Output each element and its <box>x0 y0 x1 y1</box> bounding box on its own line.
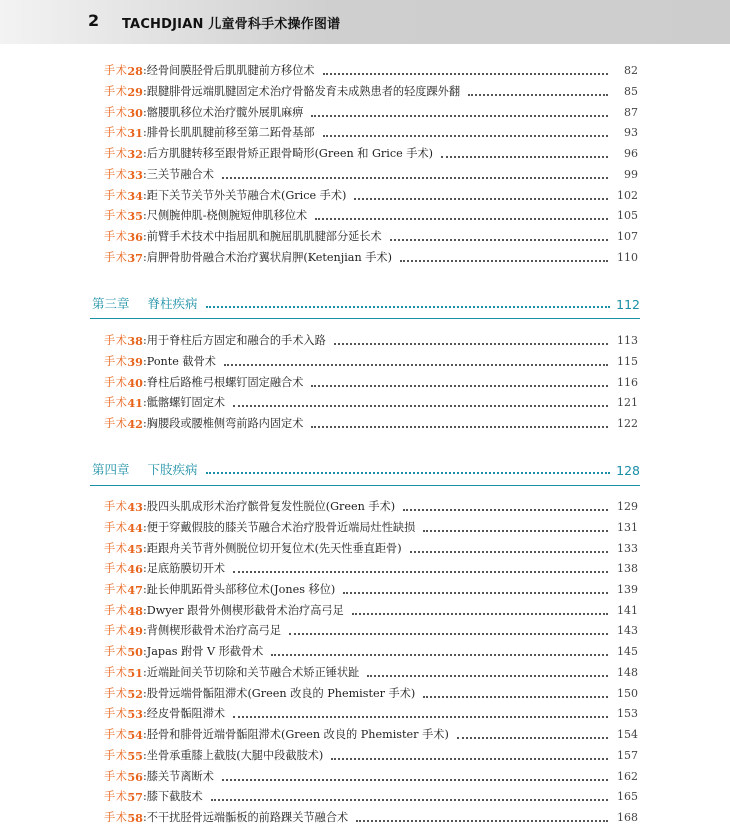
entry-page: 129 <box>617 500 638 513</box>
entry-page: 93 <box>624 126 638 139</box>
dot-leader <box>323 73 608 75</box>
entry-title: 胸腰段或腰椎侧弯前路内固定术 <box>146 417 304 430</box>
entry-number: 37 <box>127 251 143 265</box>
entry-page: 150 <box>617 687 638 700</box>
entry-label: 手术 <box>104 126 128 139</box>
toc-entry[interactable]: 手术 33 : 三关节融合术 99 <box>104 168 638 182</box>
entry-title: 肩胛骨肋骨融合术治疗翼状肩胛(Ketenjian 手术) <box>146 251 392 264</box>
entry-page: 143 <box>617 624 638 637</box>
dot-leader <box>468 94 608 96</box>
entry-page: 113 <box>617 334 638 347</box>
toc-entry[interactable]: 手术 58 : 不干扰胫骨远端骺板的前路踝关节融合术 168 <box>104 811 638 825</box>
entry-page: 107 <box>617 230 638 243</box>
entry-page: 162 <box>617 770 638 783</box>
entry-page: 148 <box>617 666 638 679</box>
entry-page: 122 <box>617 417 638 430</box>
entry-title: 骶髂螺钉固定术 <box>146 396 226 409</box>
dot-leader <box>390 239 608 241</box>
dot-leader <box>323 135 608 137</box>
toc-entry[interactable]: 手术 54 : 胫骨和腓骨近端骨骺阻滞术(Green 改良的 Phemister 手术) 154 <box>104 728 638 742</box>
entry-title: 膝下截肢术 <box>146 790 203 803</box>
entry-title: 不干扰胫骨远端骺板的前路踝关节融合术 <box>146 811 349 824</box>
entry-title: 股骨远端骨骺阻滞术(Green 改良的 Phemister 手术) <box>146 687 416 700</box>
entry-label: 手术 <box>104 376 128 389</box>
entry-number: 34 <box>127 189 143 203</box>
entry-number: 54 <box>127 728 143 742</box>
entry-number: 45 <box>127 542 143 556</box>
entry-page: 121 <box>617 396 638 409</box>
toc-entry[interactable]: 手术 40 : 脊柱后路椎弓根螺钉固定融合术 116 <box>104 376 638 390</box>
entry-page: 82 <box>624 64 638 77</box>
page-header <box>0 0 730 44</box>
entry-label: 手术 <box>104 168 128 181</box>
entry-page: 110 <box>617 251 638 264</box>
entry-page: 139 <box>617 583 638 596</box>
toc-entry[interactable]: 手术 37 : 肩胛骨肋骨融合术治疗翼状肩胛(Ketenjian 手术) 110 <box>104 251 638 265</box>
entry-label: 手术 <box>104 189 128 202</box>
entry-title: 股四头肌成形术治疗髌骨复发性脱位(Green 手术) <box>146 500 396 513</box>
entry-label: 手术 <box>104 562 128 575</box>
dot-leader <box>206 472 611 474</box>
entry-number: 46 <box>127 562 143 576</box>
entry-page: 96 <box>624 147 638 160</box>
toc-entry[interactable]: 手术 48 : Dwyer 跟骨外侧楔形截骨术治疗高弓足 141 <box>104 604 638 618</box>
toc-entry[interactable]: 手术 51 : 近端趾间关节切除和关节融合术矫正锤状趾 148 <box>104 666 638 680</box>
entry-number: 31 <box>127 126 143 140</box>
dot-leader <box>211 799 608 801</box>
dot-leader <box>423 696 608 698</box>
entry-title: 前臂手术技术中指屈肌和腕屈肌肌腱部分延长术 <box>146 230 382 243</box>
toc-entry[interactable]: 手术 53 : 经皮骨骺阻滞术 153 <box>104 707 638 721</box>
chapter-divider <box>90 318 640 319</box>
entry-title: Japas 跗骨 V 形截骨术 <box>146 645 264 658</box>
toc-entry[interactable]: 手术 45 : 距跟舟关节背外侧脱位切开复位术(先天性垂直距骨) 133 <box>104 542 638 556</box>
entry-title: 髂腰肌移位术治疗髋外展肌麻痹 <box>146 106 304 119</box>
entry-title: 三关节融合术 <box>146 168 214 181</box>
toc-entry[interactable]: 手术 38 : 用于脊柱后方固定和融合的手术入路 113 <box>104 334 638 348</box>
entry-page: 145 <box>617 645 638 658</box>
toc-entry[interactable]: 手术 43 : 股四头肌成形术治疗髌骨复发性脱位(Green 手术) 129 <box>104 500 638 514</box>
entry-number: 38 <box>127 334 143 348</box>
chapter-heading-4[interactable] <box>92 458 640 478</box>
dot-leader <box>222 177 608 179</box>
dot-leader <box>343 592 608 594</box>
dot-leader <box>311 385 608 387</box>
dot-leader <box>441 156 608 158</box>
entry-number: 58 <box>127 811 143 825</box>
dot-leader <box>457 737 608 739</box>
entry-number: 55 <box>127 749 143 763</box>
chapter-divider <box>90 485 640 486</box>
entry-label: 手术 <box>104 687 128 700</box>
dot-leader <box>400 260 608 262</box>
entry-page: 99 <box>624 168 638 181</box>
entry-number: 41 <box>127 396 143 410</box>
chapter-number: 第四章 <box>92 462 130 477</box>
toc-entry[interactable]: 手术 46 : 足底筋膜切开术 138 <box>104 562 638 576</box>
entry-label: 手术 <box>104 749 128 762</box>
entry-label: 手术 <box>104 811 128 824</box>
entry-title: 趾长伸肌跖骨头部移位术(Jones 移位) <box>146 583 336 596</box>
book-title: TACHDJIAN 儿童骨科手术操作图谱 <box>122 17 341 32</box>
entry-page: 85 <box>624 85 638 98</box>
entry-page: 165 <box>617 790 638 803</box>
dot-leader <box>410 551 608 553</box>
toc-entry[interactable]: 手术 50 : Japas 跗骨 V 形截骨术 145 <box>104 645 638 659</box>
chapter-heading-3[interactable] <box>92 292 640 312</box>
entry-page: 138 <box>617 562 638 575</box>
toc-entry[interactable]: 手术 28 : 经骨间膜胫骨后肌肌腱前方移位术 82 <box>104 64 638 78</box>
toc-entry[interactable]: 手术 35 : 尺侧腕伸肌-桡侧腕短伸肌移位术 105 <box>104 209 638 223</box>
entry-label: 手术 <box>104 147 128 160</box>
entry-title: 近端趾间关节切除和关节融合术矫正锤状趾 <box>146 666 360 679</box>
entry-title: 便于穿戴假肢的膝关节融合术治疗股骨近端局灶性缺损 <box>146 521 416 534</box>
toc-entry[interactable]: 手术 39 : Ponte 截骨术 115 <box>104 355 638 369</box>
entry-label: 手术 <box>104 604 128 617</box>
entry-title: 脊柱后路椎弓根螺钉固定融合术 <box>146 376 304 389</box>
dot-leader <box>222 779 608 781</box>
entry-title: 后方肌腱转移至跟骨矫正跟骨畸形(Green 和 Grice 手术) <box>146 147 434 160</box>
entry-number: 53 <box>127 707 143 721</box>
entry-label: 手术 <box>104 64 128 77</box>
dot-leader <box>356 820 608 822</box>
dot-leader <box>354 198 608 200</box>
toc-entry[interactable]: 手术 42 : 胸腰段或腰椎侧弯前路内固定术 122 <box>104 417 638 431</box>
toc-entry[interactable]: 手术 49 : 背侧楔形截骨术治疗高弓足 143 <box>104 624 638 638</box>
dot-leader <box>315 218 608 220</box>
entry-page: 102 <box>617 189 638 202</box>
toc-entry[interactable]: 手术 47 : 趾长伸肌跖骨头部移位术(Jones 移位) 139 <box>104 583 638 597</box>
entry-number: 30 <box>127 106 143 120</box>
entry-number: 28 <box>127 64 143 78</box>
dot-leader <box>352 613 608 615</box>
entry-number: 39 <box>127 355 143 369</box>
toc-entry[interactable]: 手术 29 : 跟腱腓骨远端肌腱固定术治疗骨骼发育未成熟患者的轻度踝外翻 85 <box>104 85 638 99</box>
dot-leader <box>233 405 608 407</box>
entry-title: 背侧楔形截骨术治疗高弓足 <box>146 624 282 637</box>
entry-number: 47 <box>127 583 143 597</box>
entry-label: 手术 <box>104 521 128 534</box>
entry-label: 手术 <box>104 707 128 720</box>
toc-entry[interactable]: 手术 55 : 坐骨承重膝上截肢(大腿中段截肢术) 157 <box>104 749 638 763</box>
toc-entry[interactable]: 手术 30 : 髂腰肌移位术治疗髋外展肌麻痹 87 <box>104 106 638 120</box>
toc-entry[interactable]: 手术 36 : 前臂手术技术中指屈肌和腕屈肌肌腱部分延长术 107 <box>104 230 638 244</box>
dot-leader <box>311 115 608 117</box>
entry-number: 57 <box>127 790 143 804</box>
entry-label: 手术 <box>104 251 128 264</box>
dot-leader <box>331 758 608 760</box>
entry-title: 经皮骨骺阻滞术 <box>146 707 226 720</box>
entry-title: 胫骨和腓骨近端骨骺阻滞术(Green 改良的 Phemister 手术) <box>146 728 449 741</box>
entry-label: 手术 <box>104 770 128 783</box>
toc-entry[interactable]: 手术 41 : 骶髂螺钉固定术 121 <box>104 396 638 410</box>
entry-label: 手术 <box>104 230 128 243</box>
dot-leader <box>233 571 608 573</box>
entry-title: 用于脊柱后方固定和融合的手术入路 <box>146 334 326 347</box>
toc-entry[interactable]: 手术 57 : 膝下截肢术 165 <box>104 790 638 804</box>
toc-entry[interactable]: 手术 32 : 后方肌腱转移至跟骨矫正跟骨畸形(Green 和 Grice 手术) 96 <box>104 147 638 161</box>
dot-leader <box>289 633 608 635</box>
entry-page: 153 <box>617 707 638 720</box>
entry-label: 手术 <box>104 645 128 658</box>
entry-page: 115 <box>617 355 638 368</box>
entry-title: 经骨间膜胫骨后肌肌腱前方移位术 <box>146 64 315 77</box>
entry-number: 49 <box>127 624 143 638</box>
chapter-number: 第三章 <box>92 296 130 311</box>
entry-label: 手术 <box>104 728 128 741</box>
entry-number: 48 <box>127 604 143 618</box>
entry-title: 距下关节关节外关节融合术(Grice 手术) <box>146 189 347 202</box>
dot-leader <box>311 426 608 428</box>
toc-entry[interactable]: 手术 56 : 膝关节离断术 162 <box>104 770 638 784</box>
entry-page: 87 <box>624 106 638 119</box>
entry-label: 手术 <box>104 790 128 803</box>
entry-label: 手术 <box>104 396 128 409</box>
chapter-title: 下肢疾病 <box>147 462 198 477</box>
entry-title: 距跟舟关节背外侧脱位切开复位术(先天性垂直距骨) <box>146 542 402 555</box>
toc-entry[interactable]: 手术 52 : 股骨远端骨骺阻滞术(Green 改良的 Phemister 手术) 150 <box>104 687 638 701</box>
entry-page: 141 <box>617 604 638 617</box>
entry-page: 168 <box>617 811 638 824</box>
entry-number: 42 <box>127 417 143 431</box>
entry-number: 51 <box>127 666 143 680</box>
chapter-title: 脊柱疾病 <box>147 296 198 311</box>
entry-title: Ponte 截骨术 <box>146 355 216 368</box>
page-number: 2 <box>88 11 100 30</box>
entry-label: 手术 <box>104 106 128 119</box>
entry-page: 116 <box>617 376 638 389</box>
entry-label: 手术 <box>104 85 128 98</box>
entry-number: 44 <box>127 521 143 535</box>
entry-number: 33 <box>127 168 143 182</box>
chapter-page: 112 <box>616 297 640 312</box>
entry-number: 40 <box>127 376 143 390</box>
dot-leader <box>206 306 611 308</box>
entry-title: 跟腱腓骨远端肌腱固定术治疗骨骼发育未成熟患者的轻度踝外翻 <box>146 85 461 98</box>
entry-label: 手术 <box>104 542 128 555</box>
toc-entry[interactable]: 手术 31 : 腓骨长肌肌腱前移至第二跖骨基部 93 <box>104 126 638 140</box>
entry-page: 105 <box>617 209 638 222</box>
entry-number: 52 <box>127 687 143 701</box>
entry-number: 50 <box>127 645 143 659</box>
entry-number: 32 <box>127 147 143 161</box>
entry-number: 35 <box>127 209 143 223</box>
entry-title: 足底筋膜切开术 <box>146 562 226 575</box>
entry-number: 29 <box>127 85 143 99</box>
entry-title: 膝关节离断术 <box>146 770 214 783</box>
entry-number: 43 <box>127 500 143 514</box>
entry-label: 手术 <box>104 417 128 430</box>
entry-label: 手术 <box>104 500 128 513</box>
dot-leader <box>423 530 608 532</box>
toc-entry[interactable]: 手术 44 : 便于穿戴假肢的膝关节融合术治疗股骨近端局灶性缺损 131 <box>104 521 638 535</box>
entry-label: 手术 <box>104 666 128 679</box>
entry-label: 手术 <box>104 209 128 222</box>
entry-label: 手术 <box>104 624 128 637</box>
entry-title: 坐骨承重膝上截肢(大腿中段截肢术) <box>146 749 324 762</box>
entry-page: 131 <box>617 521 638 534</box>
entry-title: Dwyer 跟骨外侧楔形截骨术治疗高弓足 <box>146 604 344 617</box>
entry-label: 手术 <box>104 355 128 368</box>
entry-page: 154 <box>617 728 638 741</box>
entry-label: 手术 <box>104 334 128 347</box>
chapter-page: 128 <box>616 463 640 478</box>
entry-number: 36 <box>127 230 143 244</box>
dot-leader <box>271 654 608 656</box>
dot-leader <box>224 364 608 366</box>
entry-page: 133 <box>617 542 638 555</box>
entry-title: 腓骨长肌肌腱前移至第二跖骨基部 <box>146 126 315 139</box>
entry-page: 157 <box>617 749 638 762</box>
entry-title: 尺侧腕伸肌-桡侧腕短伸肌移位术 <box>146 209 308 222</box>
toc-entry[interactable]: 手术 34 : 距下关节关节外关节融合术(Grice 手术) 102 <box>104 189 638 203</box>
dot-leader <box>233 716 608 718</box>
entry-label: 手术 <box>104 583 128 596</box>
entry-number: 56 <box>127 770 143 784</box>
dot-leader <box>334 343 608 345</box>
dot-leader <box>367 675 608 677</box>
dot-leader <box>403 509 608 511</box>
